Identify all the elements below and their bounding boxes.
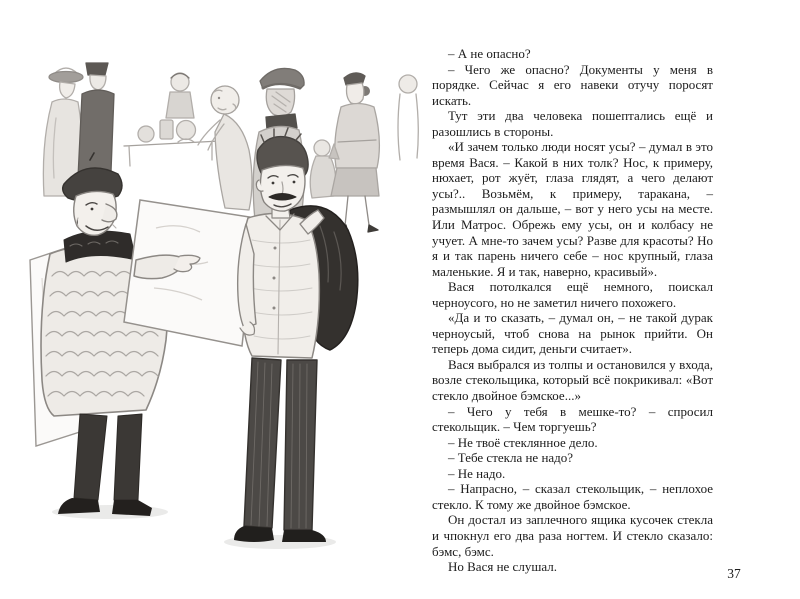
- story-paragraph: – Не твоё стеклянное дело.: [448, 434, 598, 450]
- story-paragraph: Но Вася не слушал.: [448, 559, 557, 575]
- story-paragraph: Вася потолкался ещё немного, поискал черноусого, но не заметил ничего похожего.: [432, 279, 713, 310]
- story-paragraph: «И зачем только люди носят усы? – думал в это время Вася. – Какой в них толк? Нос, к примеру, нюхает, рот жуёт, глаза глядят, а чего делают усы?.. Возьмём, к примеру, таракана, – размышлял он дальше, – вот у него усы на месте. Или Матрос. Обрежь ему усы, он и колбасу не учует. А мне-то зачем усы? Разве для красоты? Но я и так парень ничего себе – нос крупный, глаза маленькие. Я и так, наверно, красивый».: [432, 139, 713, 279]
- page-number: 37: [727, 566, 741, 581]
- story-paragraph: Он достал из заплечного ящика кусочек стекла и чпокнул его два раза ногтем. И стекло сказало: бэмс, бэмс.: [432, 512, 713, 559]
- story-paragraph: – А не опасно?: [448, 46, 531, 61]
- story-text-column: [432, 46, 713, 575]
- story-paragraph: – Чего у тебя в мешке-то? – спросил стекольщик. – Чем торгуешь?: [432, 403, 713, 435]
- story-paragraph: – Не надо.: [448, 465, 506, 481]
- story-paragraph: Тут эти два человека пошептались ещё и разошлись в стороны.: [432, 108, 713, 139]
- story-paragraph: – Чего же опасно? Документы у меня в порядке. Сейчас я его навеки отучу поросят искать.: [432, 61, 713, 108]
- story-paragraph: Вася выбрался из толпы и остановился у входа, возле стекольщика, который всё покрикивал: «Вот стекло двойное бэмское...»: [432, 356, 713, 404]
- illustration-drawing: [28, 48, 424, 563]
- story-paragraph: – Тебе стекла не надо?: [448, 450, 574, 466]
- market-illustration: [28, 48, 424, 563]
- story-paragraph: «Да и то сказать, – думал он, – не такой дурак черноусый, чтоб снова на рынок прийти. Он теперь дома сидит, деньги считает».: [432, 310, 713, 357]
- story-paragraph: – Напрасно, – сказал стекольщик, – неплохое стекло. К тому же двойное бэмское.: [432, 481, 713, 512]
